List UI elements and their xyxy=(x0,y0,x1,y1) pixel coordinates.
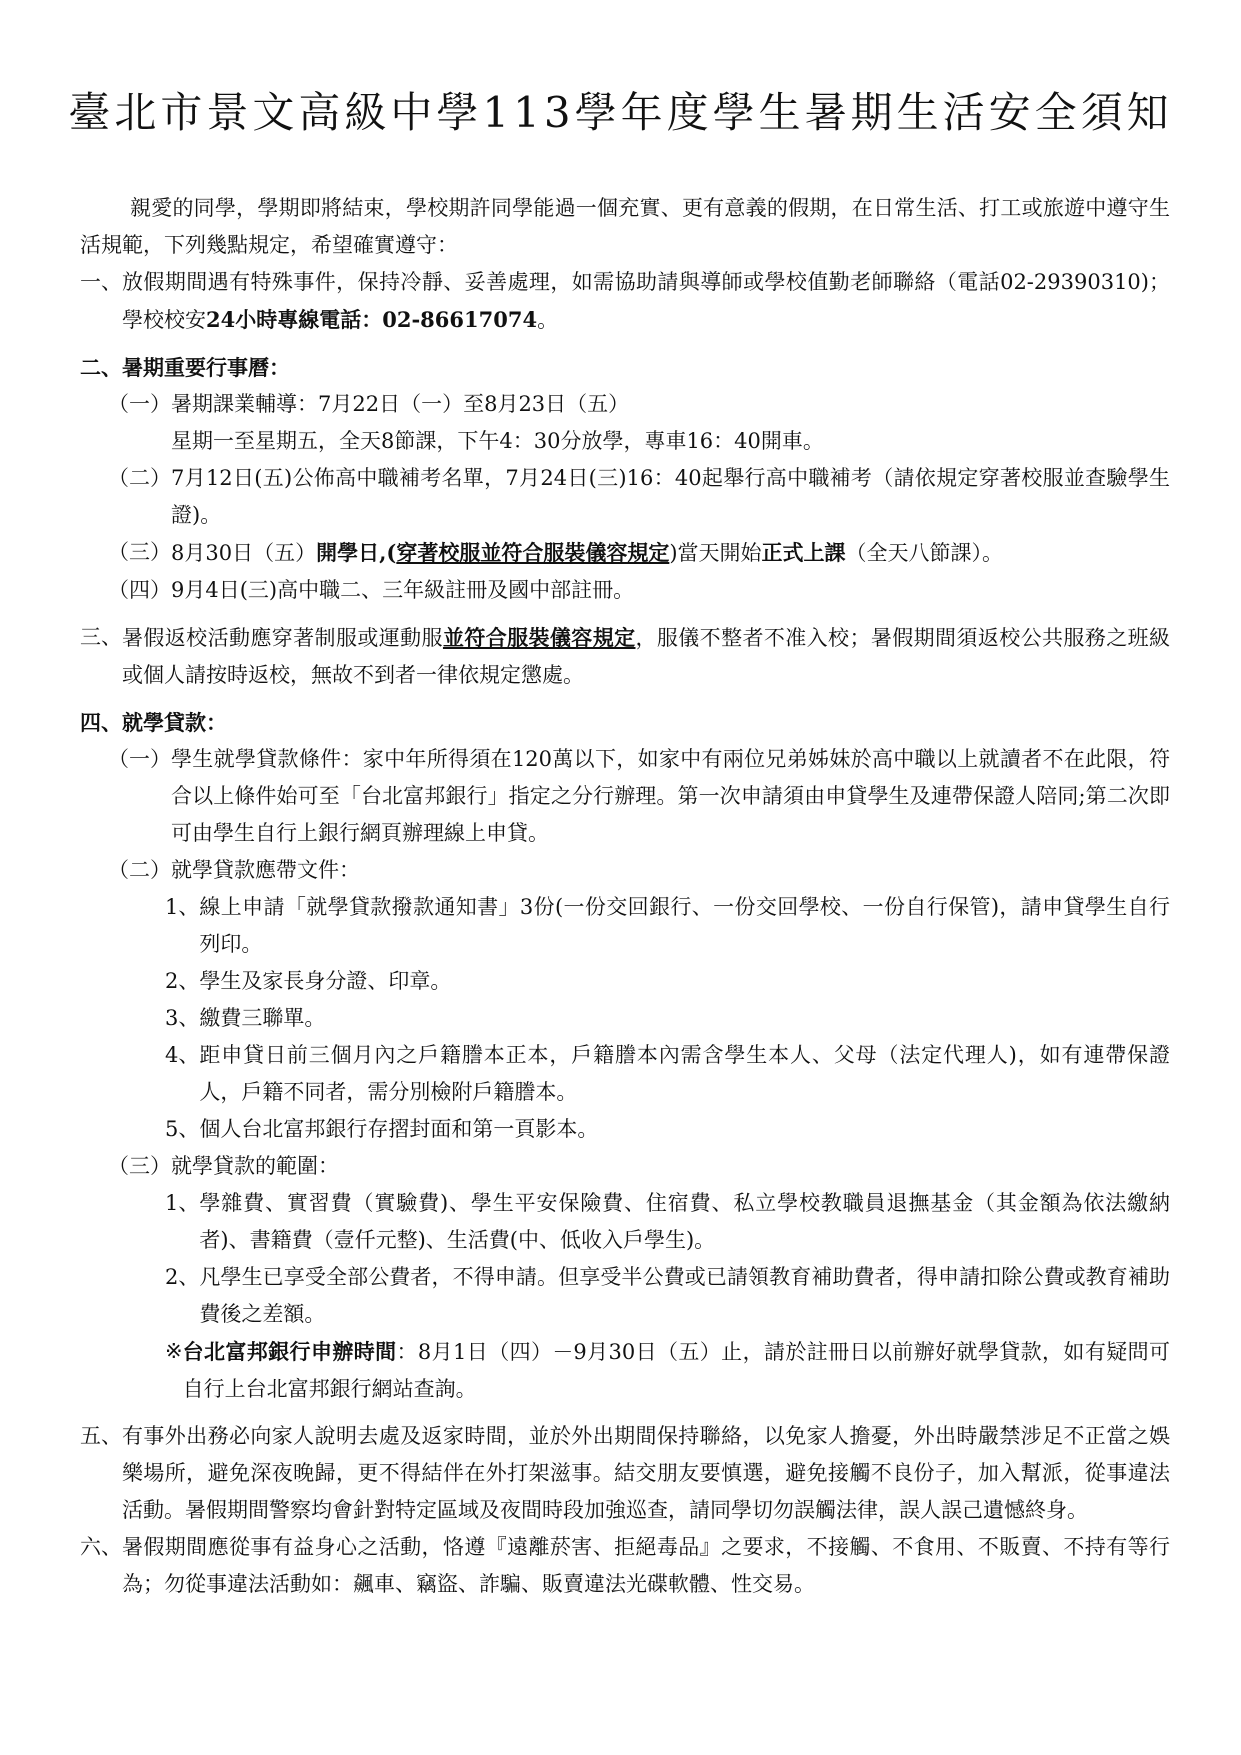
section-5-number: 五、 xyxy=(80,1424,122,1448)
scope-1-text: 學雜費、實習費（實驗費)、學生平安保險費、住宿費、私立學校教職員退撫基金（其金額為依法繳納者)、書籍費（壹仟元整)、生活費(中、低收入戶學生)。 xyxy=(199,1191,1170,1252)
section-4-item-3-number: （三） xyxy=(108,1154,171,1178)
doc-5-number: 5、 xyxy=(165,1117,200,1141)
section-3-dress-rule: 並符合服裝儀容規定 xyxy=(442,625,636,650)
doc-1-text: 線上申請「就學貸款撥款通知書」3份(一份交回銀行、一份交回學校、一份自行保管)，請申貸學生自行列印。 xyxy=(199,895,1170,956)
scope-2-number: 2、 xyxy=(165,1265,200,1289)
section-2-item-3-text-b: )當天開始 xyxy=(669,541,762,565)
section-6-text: 暑假期間應從事有益身心之活動，恪遵『遠離菸害、拒絕毒品』之要求，不接觸、不食用、不販賣、不持有等行為；勿從事違法活動如：飆車、竊盜、詐騙、販賣違法光碟軟體、性交易。 xyxy=(122,1535,1170,1596)
section-4-item-3-scope-1 xyxy=(80,1185,1170,1259)
note-body: ：8月1日（四）－9月30日（五）止，請於註冊日以前辦好就學貸款，如有疑問可自行上台北富邦銀行網站查詢。 xyxy=(182,1340,1170,1401)
section-2-item-4 xyxy=(80,572,1170,609)
section-4-item-2-doc-2 xyxy=(80,963,1170,1000)
section-4-item-2-number: （二） xyxy=(108,858,171,882)
section-2-item-1-text xyxy=(171,386,1170,460)
section-2-item-3-text-c: （全天八節課）。 xyxy=(845,541,1004,565)
section-4-item-2-heading: 就學貸款應帶文件： xyxy=(171,858,360,882)
section-2-item-3-text xyxy=(171,534,1170,572)
section-4-item-3 xyxy=(80,1148,1170,1185)
section-1-text-b: 。 xyxy=(537,308,559,332)
note-mark: ※ xyxy=(165,1339,183,1363)
doc-4-number: 4、 xyxy=(165,1043,200,1067)
section-3-number: 三、 xyxy=(80,625,122,649)
section-2-item-4-text: 9月4日(三)高中職二、三年級註冊及國中部註冊。 xyxy=(171,578,635,602)
section-4-item-2-doc-4 xyxy=(80,1037,1170,1111)
section-3-text-a: 暑假返校活動應穿著制服或運動服 xyxy=(122,626,443,650)
doc-4-text: 距申貸日前三個月內之戶籍謄本正本，戶籍謄本內需含學生本人、父母（法定代理人)，如有連帶保證人，戶籍不同者，需分別檢附戶籍謄本。 xyxy=(199,1043,1170,1104)
section-3 xyxy=(80,619,1170,694)
section-5 xyxy=(80,1418,1170,1529)
section-2-item-2-number: （二） xyxy=(108,466,171,490)
doc-1-number: 1、 xyxy=(165,895,200,919)
section-3-text xyxy=(122,619,1170,694)
section-4-item-2-doc-3 xyxy=(80,1000,1170,1037)
section-2-item-3-opening-day: 開學日,( xyxy=(316,540,397,565)
doc-2-text: 學生及家長身分證、印章。 xyxy=(199,969,452,993)
section-1-text-a: 放假期間遇有特殊事件，保持冷靜、妥善處理，如需協助請與導師或學校值勤老師聯絡（電話02-29390310)；學校校安 xyxy=(122,270,1170,332)
section-5-text: 有事外出務必向家人說明去處及返家時間，並於外出期間保持聯絡，以免家人擔憂，外出時嚴禁涉足不正當之娛樂場所，避免深夜晚歸，更不得結伴在外打架滋事。結交朋友要慎選，避免接觸不良份子，加入幫派，從事違法活動。暑假期間警察均會針對特定區域及夜間時段加強巡查，請同學切勿誤觸法律，誤人誤己遺憾終身。 xyxy=(122,1424,1170,1522)
section-1 xyxy=(80,264,1170,339)
section-4-item-1-text: 學生就學貸款條件：家中年所得須在120萬以下，如家中有兩位兄弟姊妹於高中職以上就讀者不在此限，符合以上條件始可至「台北富邦銀行」指定之分行辦理。第一次申請須由申貸學生及連帶保證人陪同;第二次即可由學生自行上銀行網頁辦理線上申貸。 xyxy=(171,747,1170,845)
section-3-text-b: ，服儀不整者不准入校；暑假期間須返校公共服務之班級或個人請按時返校，無故不到者一律依規定懲處。 xyxy=(122,626,1170,687)
scope-2-text: 凡學生已享受全部公費者，不得申請。但享受半公費或已請領教育補助費者，得申請扣除公費或教育補助費後之差額。 xyxy=(199,1265,1170,1326)
section-6-number: 六、 xyxy=(80,1535,122,1559)
section-4-heading: 四、就學貸款： xyxy=(80,710,227,735)
section-2-item-3-class-start: 正式上課 xyxy=(761,540,846,565)
section-4-item-1-number: （一） xyxy=(108,747,171,771)
doc-3-text: 繳費三聯單。 xyxy=(199,1006,326,1030)
doc-3-number: 3、 xyxy=(165,1006,200,1030)
section-4-item-3-note xyxy=(80,1333,1170,1408)
section-2-item-1-line1: 暑期課業輔導：7月22日（一）至8月23日（五） xyxy=(171,392,630,416)
section-4-item-3-heading: 就學貸款的範圍： xyxy=(171,1154,339,1178)
section-2-item-2-text: 7月12日(五)公佈高中職補考名單，7月24日(三)16：40起舉行高中職補考（請依規定穿著校服並查驗學生證)。 xyxy=(171,466,1170,527)
note-bold-label: 台北富邦銀行申辦時間 xyxy=(182,1339,397,1364)
section-4-item-2-doc-5 xyxy=(80,1111,1170,1148)
section-4-item-2-doc-1 xyxy=(80,889,1170,963)
doc-2-number: 2、 xyxy=(165,969,200,993)
doc-5-text: 個人台北富邦銀行存摺封面和第一頁影本。 xyxy=(199,1117,599,1141)
section-2-item-1 xyxy=(80,386,1170,460)
section-6 xyxy=(80,1529,1170,1603)
section-2-item-3-number: （三） xyxy=(108,540,171,564)
scope-1-number: 1、 xyxy=(165,1191,200,1215)
intro-paragraph: 親愛的同學，學期即將結束，學校期許同學能過一個充實、更有意義的假期，在日常生活、打工或旅遊中遵守生活規範，下列幾點規定，希望確實遵守： xyxy=(80,196,1170,257)
section-1-number: 一、 xyxy=(80,270,122,294)
section-2-item-1-line2: 星期一至星期五，全天8節課，下午4：30分放學，專車16：40開車。 xyxy=(171,429,824,453)
section-4-item-3-scope-2 xyxy=(80,1259,1170,1333)
section-2-item-3 xyxy=(80,534,1170,572)
note-text xyxy=(183,1333,1170,1408)
section-1-text xyxy=(122,264,1170,339)
section-2-item-4-number: （四） xyxy=(108,578,171,602)
section-2-item-3-dress-rule: 穿著校服並符合服裝儀容規定 xyxy=(396,540,670,565)
section-2-item-2 xyxy=(80,460,1170,534)
section-1-hotline: 24小時專線電話：02-86617074 xyxy=(206,307,538,332)
section-2-item-3-date: 8月30日（五） xyxy=(171,541,317,565)
section-4-item-1 xyxy=(80,741,1170,852)
section-2-heading: 二、暑期重要行事曆： xyxy=(80,355,290,380)
page-title: 臺北市景文高級中學113學年度學生暑期生活安全須知 xyxy=(68,88,1173,137)
section-4-item-2 xyxy=(80,852,1170,889)
document-body xyxy=(80,190,1170,1603)
section-2-item-1-number: （一） xyxy=(108,392,171,416)
